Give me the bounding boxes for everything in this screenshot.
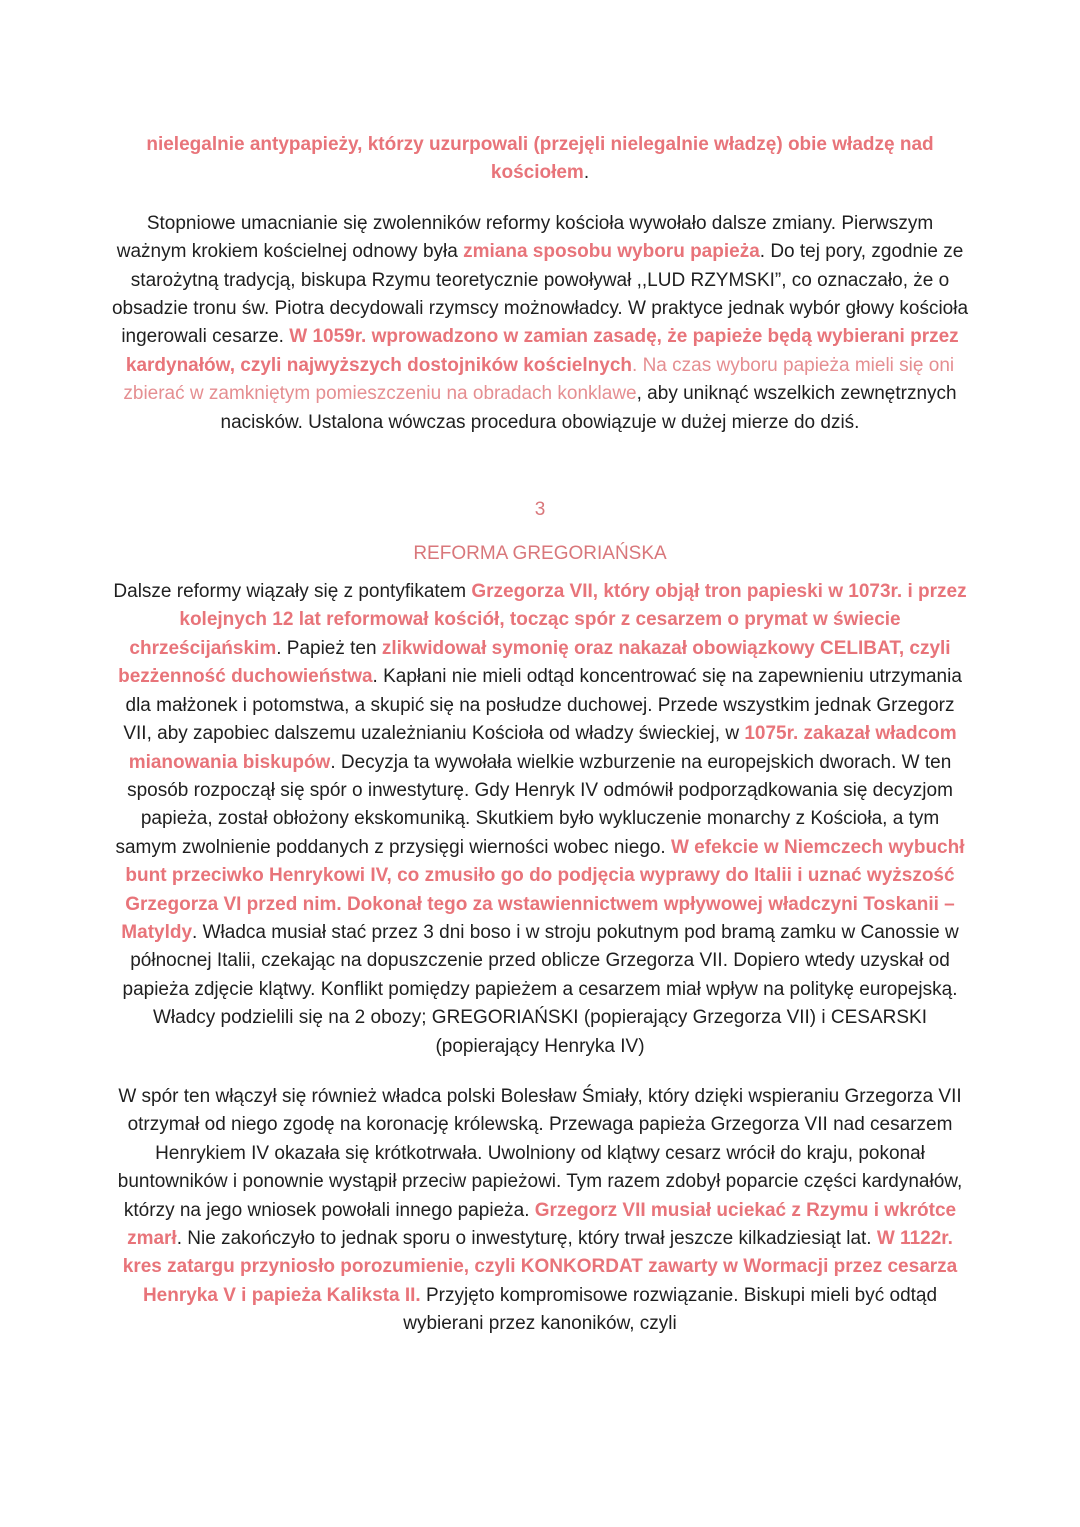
text-segment: Stopniowe umacnianie się zwolenników reformy kościoła wywołało dalsze zmiany. Pierwszym ważnym krokiem kościelnej odnowy była: [116, 212, 934, 263]
highlighted-text: . Na czas wyboru papieża mieli się oni zbierać w zamkniętym pomieszczeniu na obradach konklawe: [123, 354, 955, 405]
paragraph-gregorian-reform: [110, 578, 970, 1061]
text-segment: Przyjęto kompromisowe rozwiązanie. Biskupi mieli być odtąd wybierani przez kanoników, czyli: [403, 1284, 938, 1335]
text-segment: . Kapłani nie mieli odtąd koncentrować się na zapewnieniu utrzymania dla małżonek i potomstwa, a skupić się na posłudze duchowej. Przede wszystkim jednak Grzegorz VII, aby zapobiec dalszemu uzależnianiu Kościoła od władzy świeckiej, w: [123, 666, 962, 745]
text-segment: . Decyzja ta wywołała wielkie wzburzenie na europejskich dworach. W ten sposób rozpoczął się spór o inwestyturę. Gdy Henryk IV odmówił podporządkowania się decyzjom papieża, został obłożony ekskomuniką. Skutkiem było wykluczenie monarchy z Kościoła, a tym samym zwolnienie poddanych z przysięgi wierności wobec niego.: [115, 751, 953, 858]
highlighted-text: W 1059r. wprowadzono w zamian zasadę, że papieże będą wybierani przez kardynałów, czyli najwyższych dostojników kościelnych: [125, 326, 959, 376]
highlighted-text: Grzegorz VII musiał uciekać z Rzymu i wkrótce zmarł: [127, 1199, 957, 1249]
text-segment: . Nie zakończyło to jednak sporu o inwestyturę, który trwał jeszcze kilkadziesiąt lat.: [176, 1228, 877, 1249]
highlighted-text: W efekcie w Niemczech wybuchł bunt przeciwko Henrykowi IV, co zmusiło go do podjęcia wyprawy do Italii i uznać wyższość Grzegorza VI przed nim. Dokonał tego za wstawiennictwem wpływowej władczyni Toskanii – Matyldy: [121, 836, 965, 943]
text-segment: Dalsze reformy wiązały się z pontyfikatem: [113, 581, 472, 603]
paragraph-antipopes: [110, 131, 970, 188]
text-segment: . Władca musiał stać przez 3 dni boso i w stroju pokutnym pod bramą zamku w Canossie w północnej Italii, czekając na dopuszczenie przed oblicze Grzegorza VII. Dopiero wtedy uzyskał od papieża zdjęcie klątwy. Konflikt pomiędzy papieżem a cesarzem miał wpływ na politykę europejską. Władcy podzielili się na 2 obozy; GREGORIAŃSKI (popierający Grzegorza VII) i CESARSKI (popierający Henryka IV): [122, 921, 959, 1057]
paragraph-investiture-conflict: [110, 1083, 970, 1339]
document-page: [110, 131, 970, 1339]
highlighted-text: W 1122r. kres zatargu przyniosło porozumienie, czyli KONKORDAT zawarty w Wormacji przez cesarza Henryka V i papieża Kaliksta II.: [122, 1228, 958, 1306]
highlighted-text: zlikwidował symonię oraz nakazał obowiązkowy CELIBAT, czyli bezżenność duchowieństwa: [118, 637, 951, 688]
highlighted-text: zmiana sposobu wyboru papieża: [463, 241, 760, 263]
highlighted-text: 1075r. zakazał władcom mianowania biskupów: [128, 723, 957, 773]
section-title: REFORMA GREGORIAŃSKA: [413, 543, 667, 565]
highlighted-text: Grzegorza VII, który objął tron papieski w 1073r. i przez kolejnych 12 lat reformował kościół, tocząc spór z cesarzem o prymat w świecie chrześcijańskim: [129, 581, 967, 659]
highlighted-text: nielegalnie antypapieży, którzy uzurpowali (przejęli nielegalnie władzę) obie władzę nad kościołem: [146, 134, 934, 184]
paragraph-papal-election: [110, 210, 970, 437]
page-number: 3: [534, 499, 546, 521]
text-segment: , aby uniknąć wszelkich zewnętrznych nacisków. Ustalona wówczas procedura obowiązuje w dużej mierze do dziś.: [220, 383, 957, 433]
text-segment: .: [583, 162, 590, 184]
text-segment: . Do tej pory, zgodnie ze starożytną tradycją, biskupa Rzymu teoretycznie powoływał ,,LUD RZYMSKI”, co oznaczało, że o obsadzie tronu św. Piotra decydowali rzymscy możnowładcy. W praktyce jednak wybór głowy kościoła ingerowali cesarze.: [111, 241, 969, 348]
text-segment: W spór ten włączył się również władca polski Bolesław Śmiały, który dzięki wspieraniu Grzegorza VII otrzymał od niego zgodę na koronację królewską. Przewaga papieża Grzegorza VII nad cesarzem Henrykiem IV okazała się krótkotrwała. Uwolniony od klątwy cesarz wrócił do kraju, pokonał buntowników i ponownie wystąpił przeciw papieżowi. Tym razem zdobył poparcie części kardynałów, którzy na jego wniosek powołali innego papieża.: [117, 1085, 963, 1221]
text-segment: . Papież ten: [276, 637, 382, 659]
